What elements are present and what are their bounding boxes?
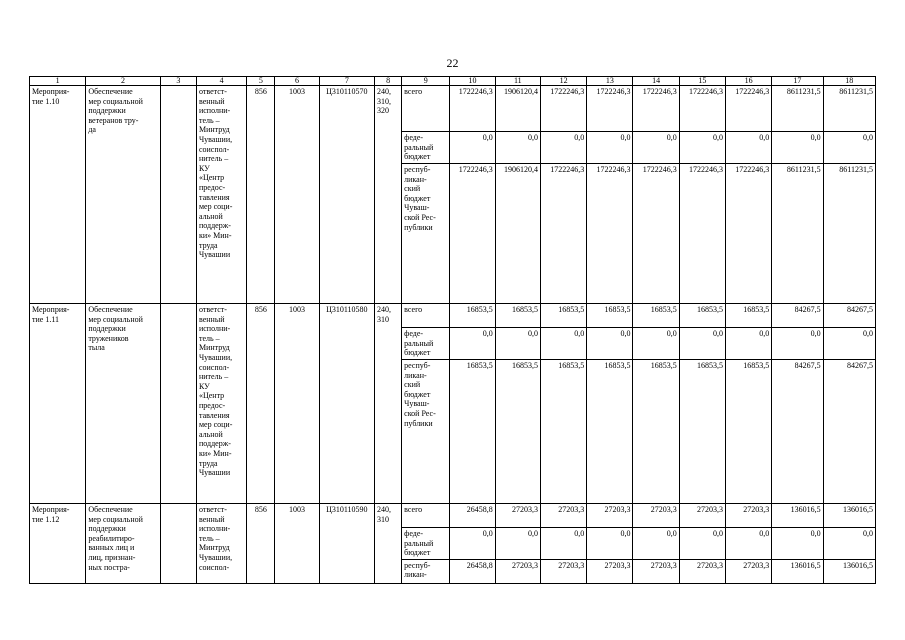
amount-cell: 0,0 bbox=[726, 328, 772, 360]
amount-cell: 27203,3 bbox=[679, 504, 725, 528]
amount-cell: 0,0 bbox=[540, 132, 586, 164]
activity-name-cell: Обеспечение мер социальной поддержки реабилитиро- ванных лиц и лиц, признан- ных постра- bbox=[86, 504, 160, 584]
section-code-cell: 1003 bbox=[275, 86, 319, 304]
column-header: 2 bbox=[86, 77, 160, 86]
amount-cell: 27203,3 bbox=[540, 504, 586, 528]
amount-cell: 16853,5 bbox=[450, 304, 495, 328]
amount-cell: 136016,5 bbox=[823, 559, 875, 583]
activity-code-cell: Мероприя- тие 1.12 bbox=[30, 504, 86, 584]
amount-cell: 0,0 bbox=[679, 328, 725, 360]
expense-type-cell: 240, 310, 320 bbox=[374, 86, 401, 304]
budget-table bbox=[29, 76, 876, 584]
amount-cell: 84267,5 bbox=[823, 360, 875, 504]
column-header: 3 bbox=[160, 77, 196, 86]
amount-cell: 0,0 bbox=[587, 528, 633, 560]
column-header: 11 bbox=[495, 77, 540, 86]
amount-cell: 16853,5 bbox=[633, 304, 679, 328]
funding-source-cell: феде- ральный бюджет bbox=[402, 528, 450, 560]
activity-code-cell: Мероприя- тие 1.11 bbox=[30, 304, 86, 504]
amount-cell: 0,0 bbox=[450, 132, 495, 164]
column-header: 14 bbox=[633, 77, 679, 86]
amount-cell: 136016,5 bbox=[772, 559, 823, 583]
amount-cell: 1722246,3 bbox=[679, 86, 725, 132]
amount-cell: 0,0 bbox=[495, 132, 540, 164]
amount-cell: 84267,5 bbox=[772, 304, 823, 328]
amount-cell: 0,0 bbox=[726, 528, 772, 560]
activity-name-cell: Обеспечение мер социальной поддержки тружеников тыла bbox=[86, 304, 160, 504]
amount-cell: 27203,3 bbox=[495, 504, 540, 528]
amount-cell: 16853,5 bbox=[587, 360, 633, 504]
column-header: 17 bbox=[772, 77, 823, 86]
amount-cell: 27203,3 bbox=[679, 559, 725, 583]
amount-cell: 27203,3 bbox=[540, 559, 586, 583]
amount-cell: 1722246,3 bbox=[450, 86, 495, 132]
table-row bbox=[30, 504, 876, 528]
table-row bbox=[30, 86, 876, 132]
column-header: 10 bbox=[450, 77, 495, 86]
executor-cell: ответст- венный исполни- тель – Минтруд Чувашии, соиспол- нитель – КУ «Центр предос- тавления мер соци- альной поддерж- ки» Мин- труда Чувашии bbox=[196, 304, 246, 504]
amount-cell: 27203,3 bbox=[587, 504, 633, 528]
funding-source-cell: респуб- ликан- ский бюджет Чуваш- ской Рес- публики bbox=[402, 360, 450, 504]
grbs-code-cell: 856 bbox=[247, 504, 275, 584]
amount-cell: 16853,5 bbox=[679, 304, 725, 328]
target-article-cell: Ц310110570 bbox=[319, 86, 374, 304]
amount-cell: 0,0 bbox=[772, 328, 823, 360]
amount-cell: 0,0 bbox=[679, 528, 725, 560]
amount-cell: 8611231,5 bbox=[772, 86, 823, 132]
empty-cell bbox=[160, 86, 196, 304]
amount-cell: 1722246,3 bbox=[679, 164, 725, 304]
amount-cell: 27203,3 bbox=[726, 504, 772, 528]
amount-cell: 16853,5 bbox=[540, 360, 586, 504]
amount-cell: 0,0 bbox=[540, 528, 586, 560]
section-code-cell: 1003 bbox=[275, 304, 319, 504]
amount-cell: 0,0 bbox=[726, 132, 772, 164]
amount-cell: 16853,5 bbox=[450, 360, 495, 504]
amount-cell: 27203,3 bbox=[587, 559, 633, 583]
amount-cell: 16853,5 bbox=[633, 360, 679, 504]
amount-cell: 16853,5 bbox=[726, 360, 772, 504]
amount-cell: 1722246,3 bbox=[450, 164, 495, 304]
page-number: 22 bbox=[446, 56, 459, 70]
grbs-code-cell: 856 bbox=[247, 304, 275, 504]
amount-cell: 27203,3 bbox=[633, 559, 679, 583]
executor-cell: ответст- венный исполни- тель – Минтруд Чувашии, соиспол- нитель – КУ «Центр предос- тавления мер соци- альной поддерж- ки» Мин- труда Чувашии bbox=[196, 86, 246, 304]
executor-cell: ответст- венный исполни- тель – Минтруд Чувашии, соиспол- bbox=[196, 504, 246, 584]
amount-cell: 26458,8 bbox=[450, 559, 495, 583]
funding-source-cell: респуб- ликан- ский бюджет Чуваш- ской Рес- публики bbox=[402, 164, 450, 304]
amount-cell: 84267,5 bbox=[823, 304, 875, 328]
amount-cell: 16853,5 bbox=[495, 304, 540, 328]
column-header: 1 bbox=[30, 77, 86, 86]
amount-cell: 27203,3 bbox=[726, 559, 772, 583]
funding-source-cell: респуб- ликан- bbox=[402, 559, 450, 583]
amount-cell: 0,0 bbox=[633, 528, 679, 560]
column-header: 8 bbox=[374, 77, 401, 86]
amount-cell: 16853,5 bbox=[726, 304, 772, 328]
amount-cell: 0,0 bbox=[823, 328, 875, 360]
column-header: 18 bbox=[823, 77, 875, 86]
amount-cell: 0,0 bbox=[772, 132, 823, 164]
amount-cell: 1906120,4 bbox=[495, 86, 540, 132]
column-header: 16 bbox=[726, 77, 772, 86]
target-article-cell: Ц310110580 bbox=[319, 304, 374, 504]
amount-cell: 0,0 bbox=[679, 132, 725, 164]
expense-type-cell: 240, 310 bbox=[374, 304, 401, 504]
amount-cell: 0,0 bbox=[450, 328, 495, 360]
amount-cell: 136016,5 bbox=[823, 504, 875, 528]
amount-cell: 136016,5 bbox=[772, 504, 823, 528]
column-header: 7 bbox=[319, 77, 374, 86]
amount-cell: 0,0 bbox=[823, 132, 875, 164]
funding-source-cell: всего bbox=[402, 86, 450, 132]
amount-cell: 1722246,3 bbox=[726, 164, 772, 304]
table-row bbox=[30, 304, 876, 328]
amount-cell: 0,0 bbox=[633, 132, 679, 164]
column-header: 6 bbox=[275, 77, 319, 86]
amount-cell: 1722246,3 bbox=[633, 164, 679, 304]
amount-cell: 1906120,4 bbox=[495, 164, 540, 304]
amount-cell: 27203,3 bbox=[495, 559, 540, 583]
amount-cell: 0,0 bbox=[495, 528, 540, 560]
amount-cell: 1722246,3 bbox=[726, 86, 772, 132]
empty-cell bbox=[160, 304, 196, 504]
amount-cell: 84267,5 bbox=[772, 360, 823, 504]
section-code-cell: 1003 bbox=[275, 504, 319, 584]
amount-cell: 0,0 bbox=[587, 328, 633, 360]
amount-cell: 0,0 bbox=[823, 528, 875, 560]
amount-cell: 1722246,3 bbox=[540, 164, 586, 304]
amount-cell: 8611231,5 bbox=[823, 86, 875, 132]
expense-type-cell: 240, 310 bbox=[374, 504, 401, 584]
funding-source-cell: феде- ральный бюджет bbox=[402, 132, 450, 164]
empty-cell bbox=[160, 504, 196, 584]
amount-cell: 26458,8 bbox=[450, 504, 495, 528]
amount-cell: 16853,5 bbox=[495, 360, 540, 504]
amount-cell: 1722246,3 bbox=[587, 164, 633, 304]
grbs-code-cell: 856 bbox=[247, 86, 275, 304]
amount-cell: 0,0 bbox=[495, 328, 540, 360]
amount-cell: 8611231,5 bbox=[823, 164, 875, 304]
funding-source-cell: всего bbox=[402, 504, 450, 528]
amount-cell: 1722246,3 bbox=[587, 86, 633, 132]
amount-cell: 8611231,5 bbox=[772, 164, 823, 304]
amount-cell: 0,0 bbox=[450, 528, 495, 560]
header-row bbox=[30, 77, 876, 86]
funding-source-cell: всего bbox=[402, 304, 450, 328]
column-header: 15 bbox=[679, 77, 725, 86]
activity-code-cell: Мероприя- тие 1.10 bbox=[30, 86, 86, 304]
amount-cell: 0,0 bbox=[772, 528, 823, 560]
amount-cell: 27203,3 bbox=[633, 504, 679, 528]
amount-cell: 1722246,3 bbox=[540, 86, 586, 132]
amount-cell: 16853,5 bbox=[679, 360, 725, 504]
column-header: 5 bbox=[247, 77, 275, 86]
activity-name-cell: Обеспечение мер социальной поддержки ветеранов тру- да bbox=[86, 86, 160, 304]
column-header: 13 bbox=[587, 77, 633, 86]
amount-cell: 1722246,3 bbox=[633, 86, 679, 132]
amount-cell: 0,0 bbox=[587, 132, 633, 164]
amount-cell: 0,0 bbox=[540, 328, 586, 360]
amount-cell: 16853,5 bbox=[587, 304, 633, 328]
amount-cell: 16853,5 bbox=[540, 304, 586, 328]
amount-cell: 0,0 bbox=[633, 328, 679, 360]
funding-source-cell: феде- ральный бюджет bbox=[402, 328, 450, 360]
column-header: 9 bbox=[402, 77, 450, 86]
column-header: 12 bbox=[540, 77, 586, 86]
target-article-cell: Ц310110590 bbox=[319, 504, 374, 584]
column-header: 4 bbox=[196, 77, 246, 86]
